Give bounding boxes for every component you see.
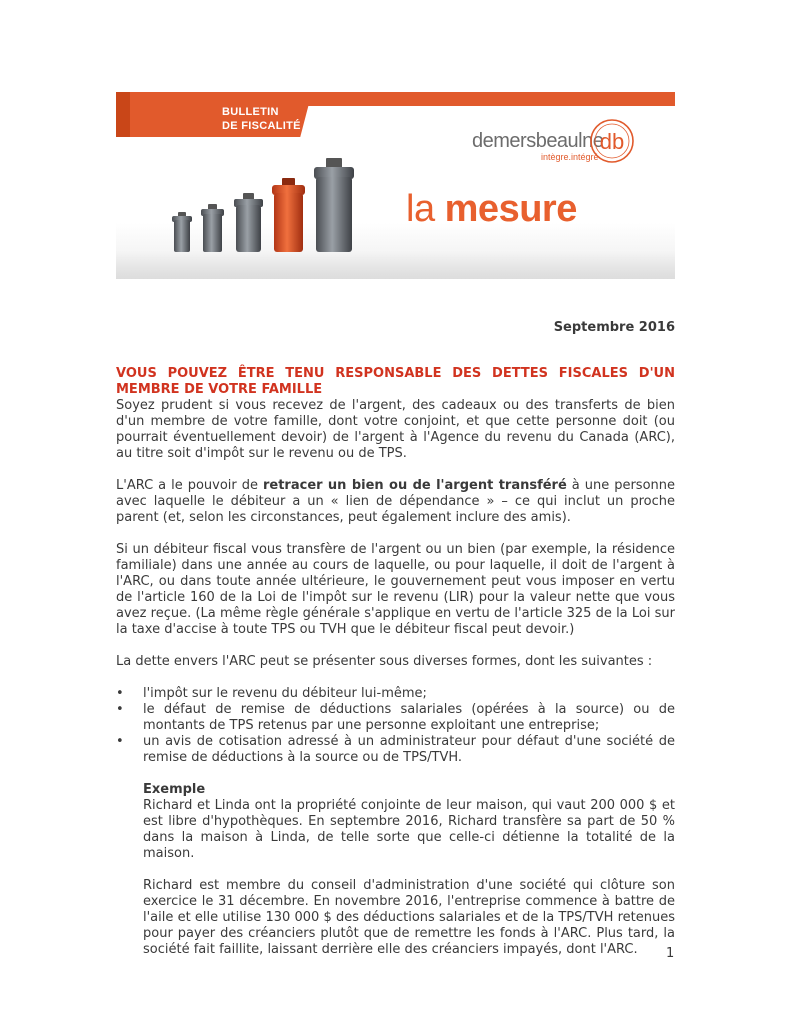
db-monogram-icon bbox=[586, 118, 638, 164]
weight-2 bbox=[201, 204, 224, 252]
logo-name: demersbeaulne bbox=[472, 130, 604, 152]
fiscalite-label: DE FISCALITÉ bbox=[222, 120, 301, 132]
weight-1 bbox=[172, 212, 192, 252]
bullet-icon: • bbox=[116, 734, 124, 749]
paragraph-arc-power-bold: retracer un bien ou de l'argent transféré bbox=[262, 478, 567, 493]
product-name: mesure bbox=[444, 188, 577, 230]
article-title: VOUS POUVEZ ÊTRE TENU RESPONSABLE DES DETTES FISCALES D'UN MEMBRE DE VOTRE FAMILLE bbox=[116, 366, 675, 397]
paragraph-arc-power-start: L'ARC a le pouvoir de bbox=[116, 478, 263, 493]
logo-tagline: intègre.intégré bbox=[541, 152, 599, 162]
list-item-text: le défaut de remise de déductions salariales (opérées à la source) ou de montants de TPS retenus par une personne exploitant une entreprise; bbox=[143, 702, 675, 733]
product-prefix: la bbox=[406, 188, 445, 230]
bulletin-label: BULLETIN bbox=[222, 106, 279, 118]
list-item bbox=[116, 686, 675, 702]
list-item-text: l'impôt sur le revenu du débiteur lui-même; bbox=[143, 686, 427, 701]
list-item bbox=[116, 702, 675, 734]
banner-top-band bbox=[302, 92, 675, 106]
bullet-icon: • bbox=[116, 686, 124, 701]
page-number: 1 bbox=[666, 946, 675, 961]
paragraph-intro: Soyez prudent si vous recevez de l'argent, des cadeaux ou des transferts de bien d'un membre de votre famille, dont votre conjoint, et que cette personne doit (ou pourrait éventuellement devoir) de l'argent à l'Agence du revenu du Canada (ARC), au titre soit d'impôt sur le revenu ou de TPS. bbox=[116, 398, 675, 461]
banner-floor bbox=[116, 251, 675, 279]
example-block bbox=[143, 782, 675, 958]
example-paragraph-company: Richard est membre du conseil d'administration d'une société qui clôture son exercice le 31 décembre. En novembre 2016, l'entreprise commence à battre de l'aile et elle utilise 130 000 $ des déductions salariales et de la TPS/TVH retenues pour payer des créanciers plutôt que de remettre les fonds à l'ARC. Plus tard, la société fait faillite, laissant derrière elle des créanciers impayés, dont l'ARC. bbox=[143, 878, 675, 957]
bulletin-date: Septembre 2016 bbox=[553, 320, 675, 335]
weight-5 bbox=[314, 158, 354, 252]
paragraph-transfer-rule: Si un débiteur fiscal vous transfère de l'argent ou un bien (par exemple, la résidence familiale) dans une année au cours de laquelle, ou pour laquelle, il doit de l'argent à l'ARC, ou dans toute année ultérieure, le gouvernement peut vous imposer en vertu de l'article 160 de la Loi de l'impôt sur le revenu (LIR) pour la valeur nette que vous avez reçue. (La même règle générale s'applique en vertu de l'article 325 de la Loi sur la taxe d'accise à toute TPS ou TVH que le débiteur fiscal peut devoir.) bbox=[116, 542, 675, 637]
article-body bbox=[116, 366, 675, 974]
weight-4-orange bbox=[272, 178, 305, 252]
bulletin-banner bbox=[116, 92, 675, 279]
paragraph-arc-power bbox=[116, 478, 675, 526]
banner-tab-edge bbox=[116, 92, 130, 137]
weight-3 bbox=[234, 193, 263, 252]
paragraph-debt-forms: La dette envers l'ARC peut se présenter sous diverses formes, dont les suivantes : bbox=[116, 654, 653, 669]
example-paragraph-house: Richard et Linda ont la propriété conjointe de leur maison, qui vaut 200 000 $ et est libre d'hypothèques. En septembre 2016, Richard transfère sa part de 50 % dans la maison à Linda, de telle sorte que celle-ci détienne la totalité de la maison. bbox=[143, 798, 675, 861]
bullet-icon: • bbox=[116, 702, 124, 717]
list-item bbox=[116, 734, 675, 766]
logo-monogram: db bbox=[599, 129, 625, 154]
list-item-text: un avis de cotisation adressé à un administrateur pour défaut d'une société de remise de déductions à la source ou de TPS/TVH. bbox=[143, 734, 675, 765]
product-title bbox=[406, 188, 577, 231]
example-heading: Exemple bbox=[143, 782, 206, 797]
debt-forms-list bbox=[116, 686, 675, 766]
paragraph-arc-power-end: à une personne avec laquelle le débiteur a un « lien de dépendance » – ce qui inclut un proche parent (et, selon les circonstances, peut également inclure des amis). bbox=[116, 478, 675, 525]
